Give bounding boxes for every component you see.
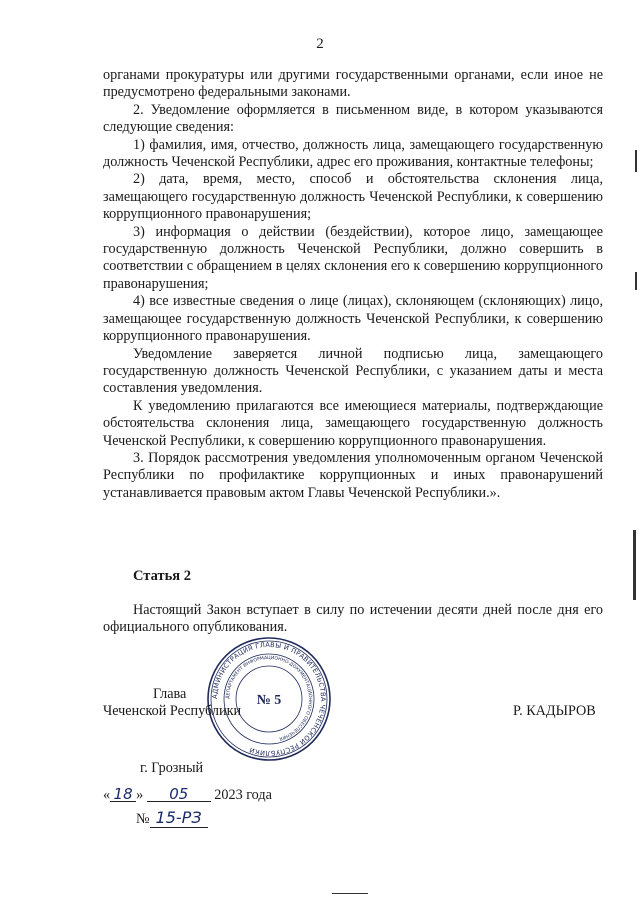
seal-inner-text: ДЕПАРТАМЕНТ ИНФОРМАЦИОННО-ДОКУМЕНТАЦИОННОГО ОБЕСПЕЧЕНИЯ bbox=[225, 655, 313, 741]
law-number-prefix: № bbox=[136, 811, 150, 827]
paragraph: Уведомление заверяется личной подписью лица, замещающего государственную должность Чеченской Республики, с указанием даты и места составления уведомления. bbox=[103, 345, 603, 397]
signatory-name: Р. КАДЫРОВ bbox=[513, 703, 596, 719]
signatory-title-line2: Чеченской Республики bbox=[103, 703, 242, 719]
official-seal-stamp bbox=[206, 636, 332, 762]
paragraph: К уведомлению прилагаются все имеющиеся материалы, подтверждающие обстоятельства склонения лица, замещающего государственную должность Чеченской Республики, к совершению коррупционного правонарушения. bbox=[103, 397, 603, 449]
signing-date bbox=[103, 787, 272, 804]
scan-edge-mark bbox=[635, 272, 637, 290]
place-of-signing: г. Грозный bbox=[140, 760, 204, 776]
seal-outer-text: АДМИНИСТРАЦИЯ ГЛАВЫ И ПРАВИТЕЛЬСТВА ЧЕЧЕНСКОЙ РЕСПУБЛИКИ bbox=[210, 640, 328, 758]
paragraph: 3. Порядок рассмотрения уведомления уполномоченным органом Чеченской Республики по профилактике коррупционных и иных правонарушений устанавливается правовым актом Главы Чеченской Республики.». bbox=[103, 449, 603, 501]
scan-edge-mark bbox=[633, 530, 636, 600]
paragraph: органами прокуратуры или другими государственными органами, если иное не предусмотрено федеральными законами. bbox=[103, 67, 603, 101]
scan-edge-mark bbox=[635, 150, 637, 172]
paragraph: 1) фамилия, имя, отчество, должность лица, замещающего государственную должность Чеченской Республики, адрес его проживания, контактные телефоны; bbox=[103, 136, 603, 171]
date-open-quote: « bbox=[103, 787, 111, 803]
article-body: Настоящий Закон вступает в силу по истечении десяти дней после дня его официального опубликования. bbox=[103, 602, 603, 636]
date-year: 2023 года bbox=[214, 787, 272, 803]
paragraph: 2. Уведомление оформляется в письменном виде, в котором указываются следующие сведения: bbox=[103, 101, 603, 136]
paragraph: 4) все известные сведения о лице (лицах), склоняющем (склоняющих) лицо, замещающее государственную должность Чеченской Республики, к совершению коррупционного правонарушения. bbox=[103, 293, 603, 345]
date-month: 05 bbox=[147, 787, 211, 802]
law-number bbox=[136, 808, 208, 828]
seal-number: № 5 bbox=[256, 693, 282, 708]
signatory-title-line1: Глава bbox=[153, 686, 187, 702]
date-close-quote: » bbox=[136, 787, 144, 803]
paragraph: 2) дата, время, место, способ и обстоятельства склонения лица, замещающего государственную должность Чеченской Республики, к совершению коррупционного правонарушения; bbox=[103, 171, 603, 223]
law-number-value: 15-РЗ bbox=[150, 808, 208, 828]
date-day: 18 bbox=[110, 787, 136, 802]
law-body-text bbox=[103, 67, 603, 502]
article-heading: Статья 2 bbox=[133, 568, 191, 584]
page-number: 2 bbox=[316, 36, 324, 52]
scan-edge-mark bbox=[332, 893, 368, 894]
paragraph: 3) информация о действии (бездействии), которое лицо, замещающее государственную должность Чеченской Республики, должно совершить в соответствии с обращением в целях склонения его к совершению коррупционного правонарушения; bbox=[103, 223, 603, 292]
